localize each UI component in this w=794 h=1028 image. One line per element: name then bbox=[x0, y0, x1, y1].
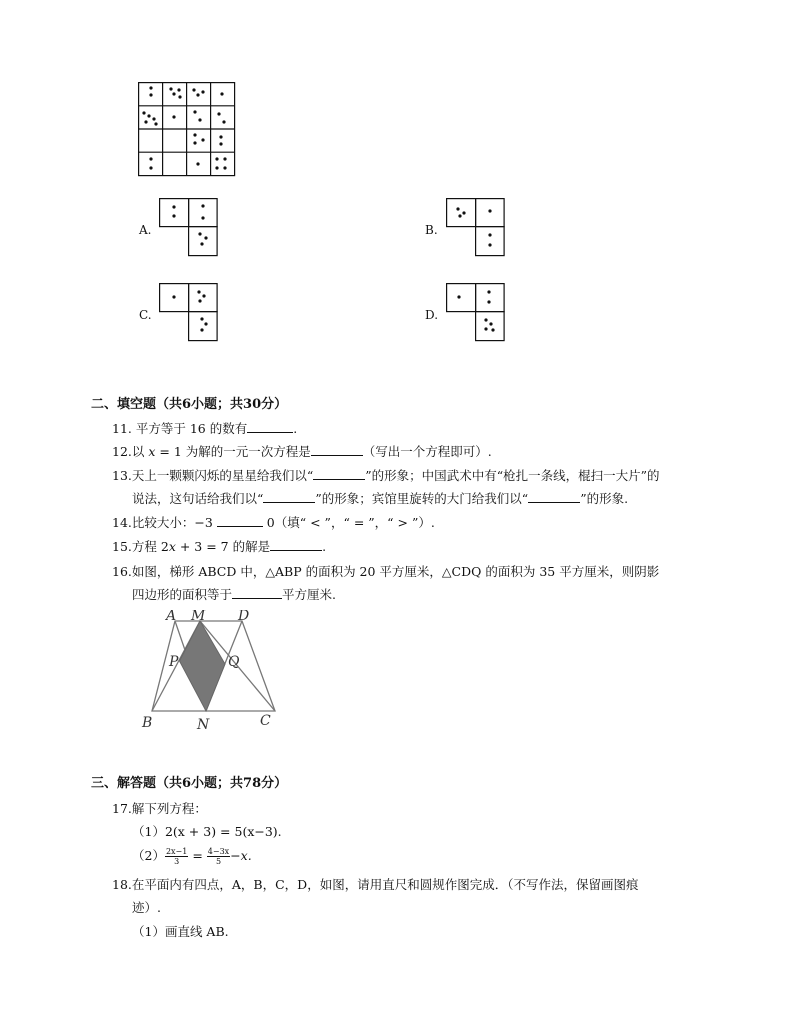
q13-blank-3[interactable] bbox=[528, 490, 580, 503]
q18-part1: （1）画直线 AB. bbox=[132, 924, 229, 939]
q15-pre: 方程 2 bbox=[131, 539, 169, 554]
label-n: N bbox=[197, 717, 210, 733]
q16-line2a: 四边形的面积等于 bbox=[132, 587, 233, 602]
option-c-figure[interactable] bbox=[159, 283, 219, 343]
q14-mid: 0（填“ < ”，“ = ”，“ > ”）. bbox=[266, 515, 435, 530]
q11-answer-blank[interactable] bbox=[247, 420, 293, 433]
label-d: D bbox=[238, 610, 250, 624]
question-11 bbox=[112, 420, 297, 438]
q17-text: 解下列方程： bbox=[131, 801, 207, 816]
q15-var: x bbox=[168, 539, 176, 554]
q11-end: . bbox=[293, 421, 298, 436]
question-15 bbox=[112, 538, 326, 556]
label-a: A bbox=[166, 610, 177, 624]
q12-mid: = 1 为解的一元一次方程是 bbox=[155, 444, 311, 459]
q15-number: 15. bbox=[112, 539, 132, 554]
q13-line2a: 说法，这句话给我们以“ bbox=[132, 491, 264, 506]
trapezoid-figure bbox=[140, 610, 290, 735]
question-13-line2 bbox=[132, 490, 628, 508]
label-q: Q bbox=[228, 654, 240, 670]
label-p: P bbox=[169, 654, 179, 670]
label-c: C bbox=[260, 713, 271, 729]
q17-fraction-2 bbox=[207, 847, 230, 866]
q14-pre: 比较大小：−3 bbox=[131, 515, 213, 530]
q14-answer-blank[interactable] bbox=[217, 514, 263, 527]
q12-number: 12. bbox=[112, 444, 132, 459]
section3-title: 三、解答题（共6小题；共78分） bbox=[91, 776, 288, 791]
question-12 bbox=[112, 443, 492, 461]
q13-line2c: ”的形象. bbox=[580, 491, 629, 506]
option-c-label[interactable]: C. bbox=[139, 308, 152, 322]
question-18-line1 bbox=[112, 876, 638, 894]
option-b-figure[interactable] bbox=[446, 198, 506, 258]
q17-part2 bbox=[132, 847, 252, 866]
q18-number: 18. bbox=[112, 877, 132, 892]
q17-frac2-denominator: 5 bbox=[215, 857, 222, 866]
q17-number: 17. bbox=[112, 801, 132, 816]
q13-line2b: ”的形象；宾馆里旋转的大门给我们以“ bbox=[315, 491, 529, 506]
question-16-line1 bbox=[112, 563, 659, 581]
option-d-figure[interactable] bbox=[446, 283, 506, 343]
question-18-line2: 迹）. bbox=[132, 900, 161, 915]
label-b: B bbox=[142, 715, 153, 731]
question-13-line1 bbox=[112, 467, 659, 485]
q13-blank-1[interactable] bbox=[313, 467, 365, 480]
q14-number: 14. bbox=[112, 515, 132, 530]
q13-blank-2[interactable] bbox=[263, 490, 315, 503]
q12-var: x bbox=[148, 444, 156, 459]
dice-grid-figure bbox=[138, 82, 236, 177]
question-14 bbox=[112, 514, 435, 532]
q18-line1: 在平面内有四点，A，B，C，D，如图，请用直尺和圆规作图完成．（不写作法，保留画图痕 bbox=[131, 877, 639, 892]
q12-end: （写出一个方程即可）. bbox=[362, 444, 492, 459]
q15-mid: + 3 = 7 的解是 bbox=[175, 539, 271, 554]
q15-end: . bbox=[322, 539, 327, 554]
q16-line2b: 平方厘米. bbox=[282, 587, 336, 602]
q12-answer-blank[interactable] bbox=[311, 443, 363, 456]
q11-text: 平方等于 16 的数有 bbox=[135, 421, 248, 436]
q17-fraction-1 bbox=[165, 847, 188, 866]
q16-line1: 如图，梯形 ABCD 中，△ABP 的面积为 20 平方厘米，△CDQ 的面积为 35 平方厘米，则阴影 bbox=[131, 564, 660, 579]
q11-number: 11. bbox=[112, 421, 132, 436]
q17-frac1-numerator: 2x−1 bbox=[165, 847, 188, 856]
q12-pre: 以 bbox=[131, 444, 149, 459]
q17-frac2-numerator: 4−3x bbox=[207, 847, 230, 856]
option-a-label[interactable]: A. bbox=[139, 223, 152, 237]
q17-part2-tail: −x. bbox=[230, 848, 252, 863]
q15-answer-blank[interactable] bbox=[270, 538, 322, 551]
option-d-label[interactable]: D. bbox=[425, 308, 439, 322]
q13-line1a: 天上一颗颗闪烁的星星给我们以“ bbox=[131, 468, 314, 483]
question-17 bbox=[112, 800, 207, 818]
option-b-label[interactable]: B. bbox=[425, 223, 438, 237]
q13-number: 13. bbox=[112, 468, 132, 483]
option-a-figure[interactable] bbox=[159, 198, 219, 258]
q16-number: 16. bbox=[112, 564, 132, 579]
q17-part1: （1）2(x + 3) = 5(x−3). bbox=[132, 824, 282, 839]
q13-line1b: ”的形象；中国武术中有“枪扎一条线，棍扫一大片”的 bbox=[365, 468, 660, 483]
question-16-line2 bbox=[132, 586, 336, 604]
q17-frac1-denominator: 3 bbox=[174, 857, 180, 866]
q17-part2-prefix: （2） bbox=[132, 848, 165, 863]
section2-title: 二、填空题（共6小题；共30分） bbox=[91, 397, 288, 412]
label-m: M bbox=[191, 610, 206, 624]
q17-part2-eq: = bbox=[188, 848, 207, 863]
q16-answer-blank[interactable] bbox=[232, 586, 282, 599]
